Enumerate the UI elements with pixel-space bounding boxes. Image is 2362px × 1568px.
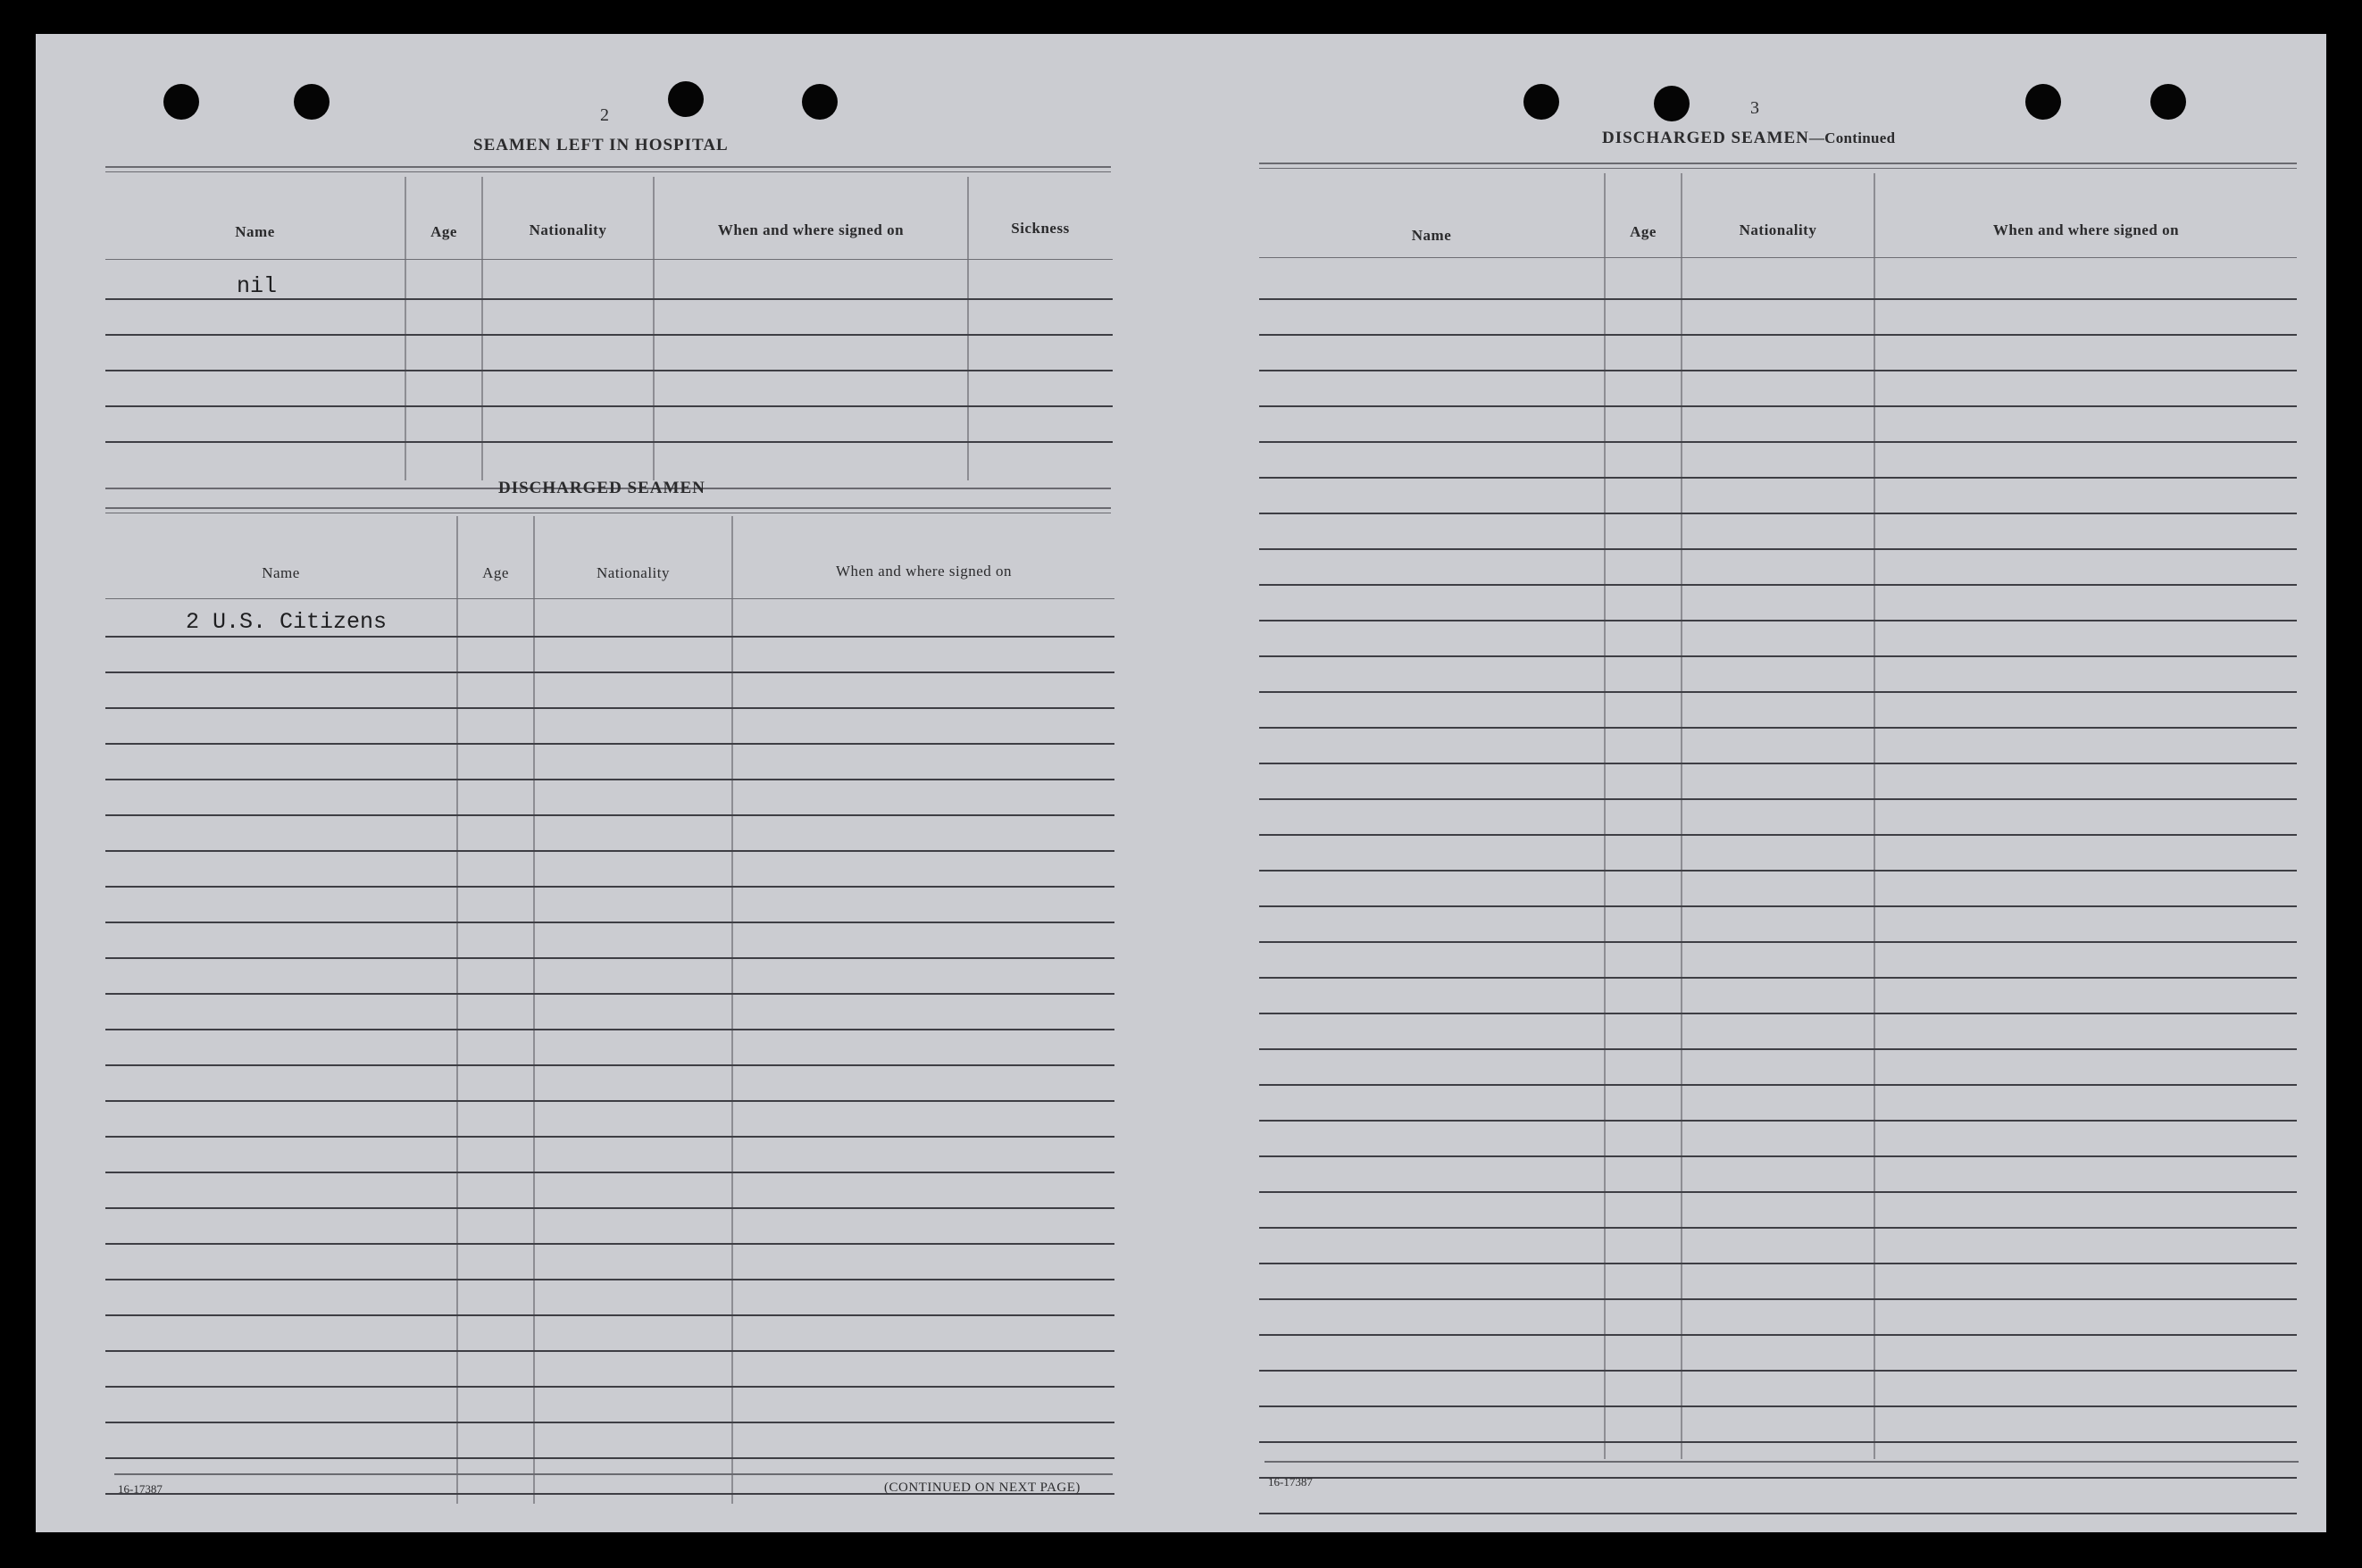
column-divider (967, 177, 969, 480)
table-row-line (1259, 477, 2297, 479)
table-row-line (1259, 1298, 2297, 1300)
right-page-number: 3 (1750, 98, 1759, 118)
table-row-line (105, 1064, 1114, 1066)
column-header-name: Name (1411, 227, 1452, 244)
table-row-line (1259, 941, 2297, 943)
table-row-line (105, 1457, 1114, 1459)
table-row-line (1259, 441, 2297, 443)
table-row-line (105, 334, 1113, 336)
column-header-age: Age (1630, 223, 1657, 240)
ledger-sheet (36, 34, 2326, 1532)
punch-hole (2150, 84, 2186, 120)
column-divider (1681, 173, 1682, 1459)
table-row-line (105, 1207, 1114, 1209)
table-row-line (1259, 1084, 2297, 1086)
divider (105, 171, 1111, 172)
table-row-line (1259, 1191, 2297, 1193)
table-row-line (105, 707, 1114, 709)
column-header-sickness: Sickness (1011, 220, 1070, 237)
discharged-continued-title (1602, 129, 1895, 148)
table-row-line (1259, 1155, 2297, 1157)
header-underline (105, 259, 1113, 260)
column-header-nationality: Nationality (1739, 221, 1817, 238)
table-row-line (1259, 834, 2297, 836)
discharged-section-title: DISCHARGED SEAMEN (498, 479, 705, 497)
column-divider (731, 516, 733, 1504)
table-row-line (1259, 798, 2297, 800)
table-row-line (105, 1386, 1114, 1388)
header-underline (1259, 257, 2297, 258)
bottom-rule (114, 1473, 1113, 1475)
table-row-line (105, 850, 1114, 852)
header-underline (105, 598, 1114, 599)
table-row-line (1259, 1441, 2297, 1443)
table-row-line (105, 743, 1114, 745)
table-row-line (1259, 727, 2297, 729)
column-header-signed-on: When and where signed on (1992, 221, 2180, 238)
discharged-continued-table (1259, 173, 2297, 1459)
table-row-line (1259, 298, 2297, 300)
table-row-line (1259, 370, 2297, 371)
table-row-line (1259, 1227, 2297, 1229)
column-divider (1604, 173, 1606, 1459)
form-number: 16-17387 (1268, 1475, 1313, 1489)
continued-suffix: —Continued (1808, 129, 1896, 146)
divider (105, 507, 1111, 509)
table-row-line (1259, 620, 2297, 621)
column-header-age: Age (482, 564, 509, 581)
punch-hole (294, 84, 330, 120)
table-row-line (105, 1136, 1114, 1138)
table-row-line (105, 814, 1114, 816)
table-row-line (1259, 584, 2297, 586)
hospital-entry: nil (237, 273, 278, 299)
column-divider (653, 177, 655, 480)
table-row-line (1259, 763, 2297, 764)
form-number: 16-17387 (118, 1482, 163, 1496)
table-row-line (105, 671, 1114, 673)
divider (105, 166, 1111, 168)
discharged-table (105, 516, 1114, 1504)
table-row-line (105, 779, 1114, 780)
punch-hole (2025, 84, 2061, 120)
table-row-line (105, 993, 1114, 995)
table-row-line (1259, 334, 2297, 336)
table-row-line (105, 1172, 1114, 1173)
hospital-section-title: SEAMEN LEFT IN HOSPITAL (473, 136, 729, 154)
column-divider (405, 177, 406, 480)
table-row-line (1259, 1120, 2297, 1122)
table-row-line (105, 1243, 1114, 1245)
table-row-line (105, 1279, 1114, 1280)
column-header-signed-on: When and where signed on (835, 563, 1013, 580)
table-row-line (1259, 1263, 2297, 1264)
table-row-line (105, 1314, 1114, 1316)
column-divider (456, 516, 458, 1504)
table-row-line (1259, 977, 2297, 979)
column-header-nationality: Nationality (597, 564, 670, 581)
column-divider (1874, 173, 1875, 1459)
table-row-line (105, 886, 1114, 888)
continued-note: (CONTINUED ON NEXT PAGE) (884, 1480, 1081, 1495)
punch-hole (1523, 84, 1559, 120)
table-row-line (1259, 905, 2297, 907)
punch-hole (163, 84, 199, 120)
table-row-line (105, 922, 1114, 923)
discharged-continued-title-main: DISCHARGED SEAMEN (1602, 129, 1809, 147)
table-row-line (105, 298, 1113, 300)
punch-hole (668, 81, 704, 117)
column-header-name: Name (262, 564, 300, 581)
table-row-line (105, 957, 1114, 959)
table-row-line (105, 405, 1113, 407)
column-header-age: Age (430, 223, 457, 240)
table-row-line (1259, 513, 2297, 514)
table-row-line (1259, 1513, 2297, 1514)
table-row-line (1259, 405, 2297, 407)
table-row-line (1259, 1405, 2297, 1407)
column-header-name: Name (235, 223, 275, 240)
punch-hole (1654, 86, 1690, 121)
table-row-line (1259, 870, 2297, 872)
table-row-line (1259, 1334, 2297, 1336)
table-row-line (105, 636, 1114, 638)
table-row-line (1259, 1477, 2297, 1479)
table-row-line (1259, 1370, 2297, 1372)
table-row-line (1259, 655, 2297, 657)
table-row-line (1259, 1013, 2297, 1014)
column-divider (533, 516, 535, 1504)
column-divider (481, 177, 483, 480)
punch-hole (802, 84, 838, 120)
column-header-signed-on: When and where signed on (717, 221, 905, 238)
table-row-line (105, 1350, 1114, 1352)
divider (1259, 168, 2297, 169)
table-row-line (105, 441, 1113, 443)
hospital-table (105, 177, 1113, 480)
column-header-nationality: Nationality (529, 221, 607, 238)
bottom-rule (1264, 1461, 2299, 1463)
discharged-entry: 2 U.S. Citizens (186, 609, 388, 635)
divider (1259, 163, 2297, 164)
table-row-line (105, 370, 1113, 371)
table-row-line (1259, 1048, 2297, 1050)
table-row-line (105, 1029, 1114, 1030)
table-row-line (105, 1422, 1114, 1423)
table-row-line (105, 1100, 1114, 1102)
table-row-line (1259, 548, 2297, 550)
table-row-line (1259, 691, 2297, 693)
left-page-number: 2 (600, 105, 609, 125)
